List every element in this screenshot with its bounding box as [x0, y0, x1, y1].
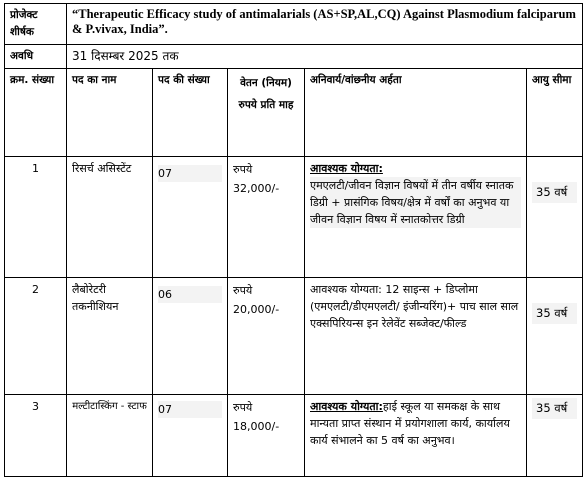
row-qualification: [305, 395, 527, 477]
recruitment-table: [4, 3, 583, 477]
row-salary-cell: [228, 278, 305, 395]
header-salary: वेतन (नियम) रुपये प्रति माह: [228, 69, 305, 157]
row-post: मल्टीटास्किंग - स्टाफ: [67, 395, 153, 477]
qualification-text: एमएलटी/जीवन विज्ञान विषयों में तीन वर्षीय स्नातक डिग्री + प्रासंगिक विषय/क्षेत्र में वर्षों का अनुभव या जीवन विज्ञान विषय में स्नातकोत्तर डिग्री: [310, 177, 521, 228]
salary-currency: रुपये: [233, 401, 253, 414]
salary-amount: 18,000/-: [233, 420, 280, 433]
project-label: प्रोजेक्ट शीर्षक: [5, 4, 67, 45]
row-count-cell: [153, 157, 228, 278]
row-age: 35 वर्ष: [532, 303, 577, 324]
row-age-cell: [527, 395, 583, 477]
row-serial: 2: [5, 278, 67, 395]
duration-row: [5, 45, 583, 69]
header-age: आयु सीमा: [527, 69, 583, 157]
header-row: [5, 69, 583, 157]
row-count-cell: [153, 395, 228, 477]
row-post: लैबोरेटरी तकनीशियन: [67, 278, 153, 395]
row-salary-cell: [228, 395, 305, 477]
header-post: पद का नाम: [67, 69, 153, 157]
qualification-label: आवश्यक योग्यता:: [310, 400, 383, 413]
salary-amount: 20,000/-: [233, 303, 280, 316]
row-count-cell: [153, 278, 228, 395]
duration-label: अवधि: [5, 45, 67, 69]
salary-amount: 32,000/-: [233, 182, 280, 195]
qualification-label: आवश्यक योग्यता:: [310, 283, 382, 296]
recruitment-notice: [4, 3, 582, 477]
qualification-text: 12 साइन्स + डिप्लोमा (एमएलटी/डीएमएलटी/ इंजीन्यरिंग)+ पाच साल साल एक्सपिरियन्स इन रेलेवेंट सब्जेक्ट/फील्ड: [310, 283, 519, 330]
row-count: 07: [158, 401, 222, 418]
table-row: [5, 278, 583, 395]
table-row: [5, 395, 583, 477]
row-qualification: [305, 157, 527, 278]
row-salary-cell: [228, 157, 305, 278]
qualification-text: हाई स्कूल या समकक्ष के साथ मान्यता प्राप्त संस्थान में प्रयोगशाला कार्य, कार्यालय कार्य संभालने का 5 वर्ष का अनुभव।: [310, 400, 510, 447]
row-post: रिसर्च असिस्टेंट: [67, 157, 153, 278]
row-serial: 3: [5, 395, 67, 477]
row-count: 07: [158, 165, 222, 182]
header-count: पद की संख्या: [153, 69, 228, 157]
row-count: 06: [158, 286, 222, 303]
project-title: “Therapeutic Efficacy study of antimalarials (AS+SP,AL,CQ) Against Plasmodium falciparum & P.vivax, India”.: [67, 4, 583, 45]
row-serial: 1: [5, 157, 67, 278]
duration-value: 31 दिसम्बर 2025 तक: [67, 45, 583, 69]
row-qualification: [305, 278, 527, 395]
header-qualification: अनिवार्य/वांछनीय अर्हता: [305, 69, 527, 157]
qualification-label: आवश्यक योग्यता:: [310, 162, 383, 175]
project-row: [5, 4, 583, 45]
salary-currency: रुपये: [233, 163, 253, 176]
table-row: [5, 157, 583, 278]
salary-currency: रुपये: [233, 284, 253, 297]
row-age-cell: [527, 278, 583, 395]
header-serial: क्रम. संख्या: [5, 69, 67, 157]
row-age-cell: [527, 157, 583, 278]
row-age: 35 वर्ष: [532, 182, 577, 203]
row-age: 35 वर्ष: [532, 398, 577, 419]
